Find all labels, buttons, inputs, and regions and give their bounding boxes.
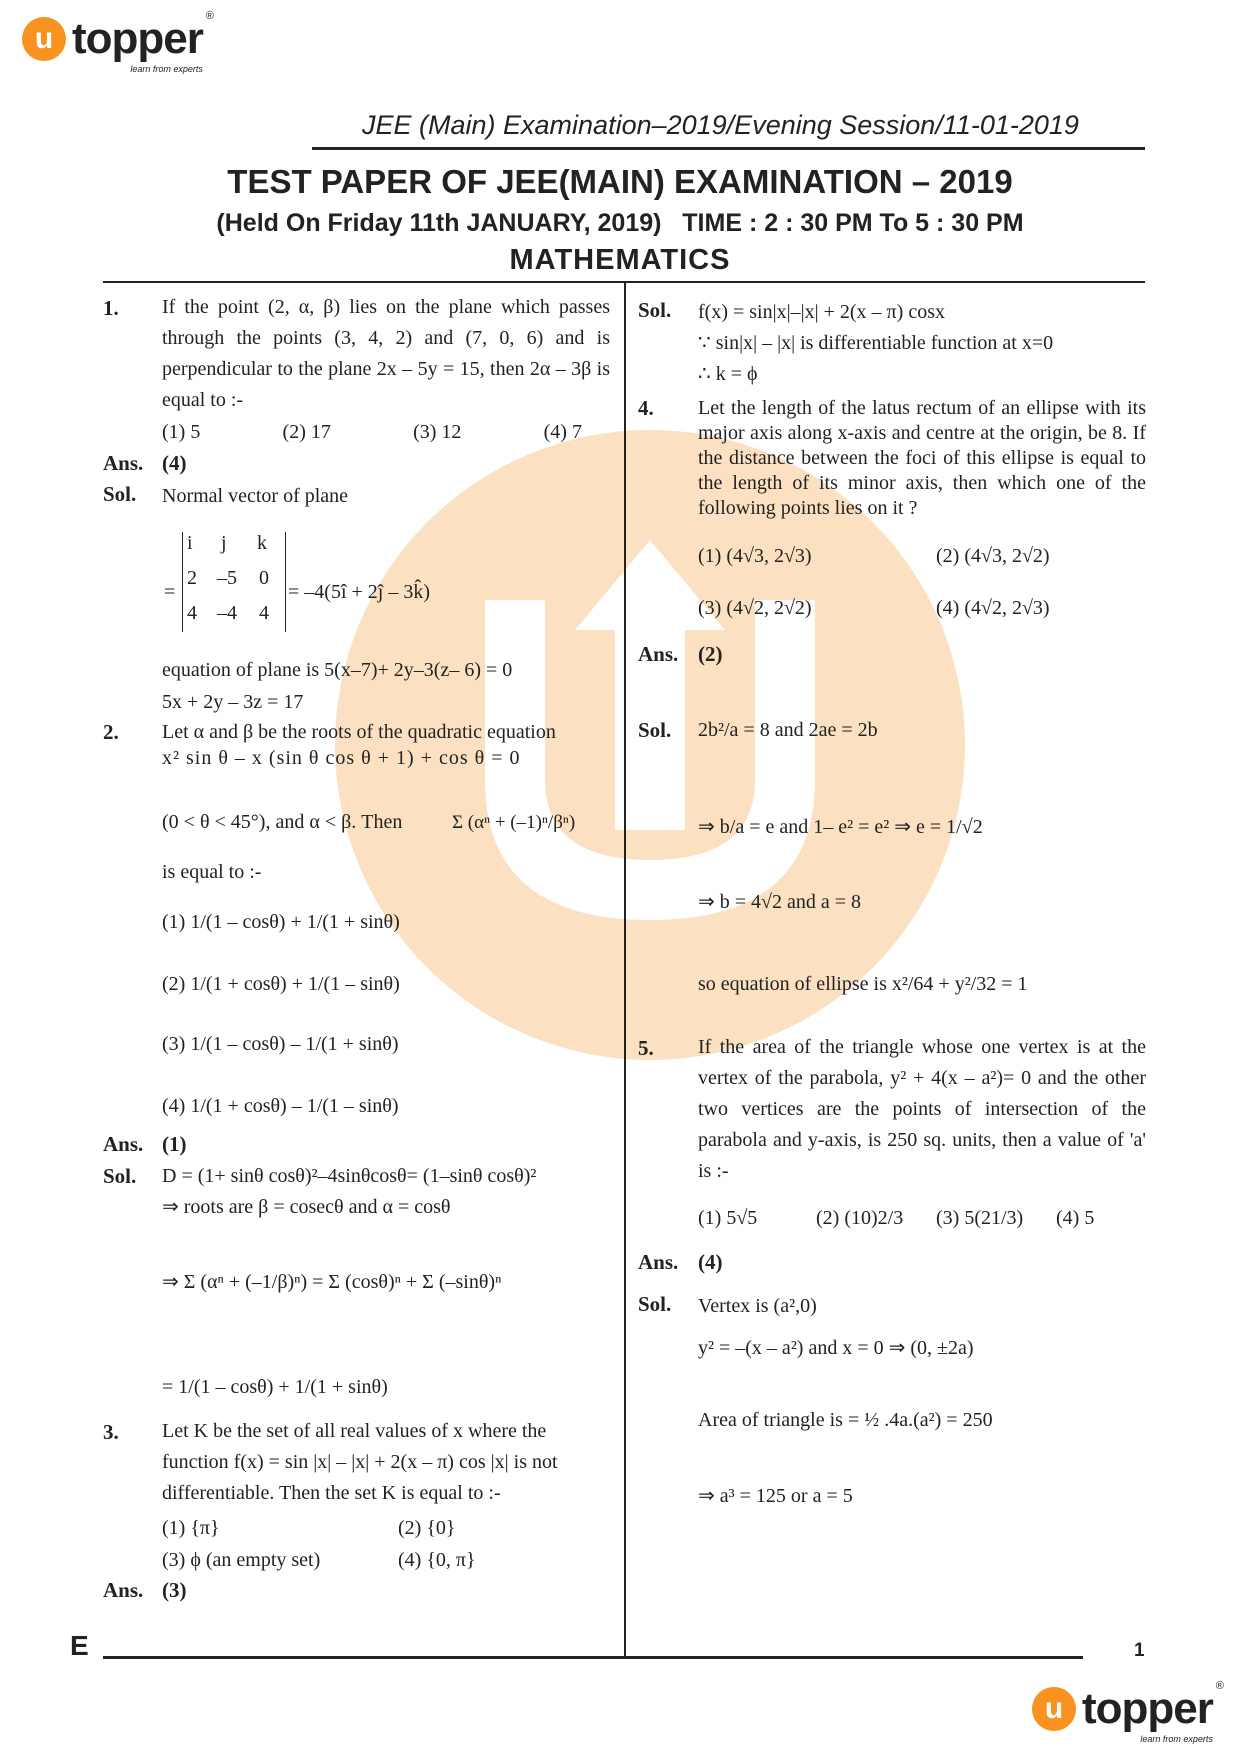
footer-brand-tagline: learn from experts bbox=[1140, 1734, 1213, 1744]
session-underline bbox=[312, 147, 1145, 150]
det-cell: 4 bbox=[187, 602, 197, 624]
brand-reg: ® bbox=[205, 10, 213, 22]
q4-sol-label: Sol. bbox=[638, 718, 672, 742]
q5-option-2: (2) (10)2/3 bbox=[816, 1207, 904, 1229]
footer-brand-logo-icon: u bbox=[1032, 1687, 1076, 1731]
q4-sol1: 2b²/a = 8 and 2ae = 2b bbox=[698, 719, 878, 741]
q2-sol4: = 1/(1 – cosθ) + 1/(1 + sinθ) bbox=[162, 1376, 388, 1398]
q3-option-2: (2) {0} bbox=[398, 1517, 456, 1539]
q5-option-3: (3) 5(21/3) bbox=[936, 1207, 1024, 1229]
det-cell: –5 bbox=[217, 567, 237, 589]
q2-text4: is equal to :- bbox=[162, 861, 262, 883]
q3-option-1: (1) {π} bbox=[162, 1517, 220, 1539]
q2-option-1: (1) 1/(1 – cosθ) + 1/(1 + sinθ) bbox=[162, 911, 400, 933]
det-cell: 4 bbox=[259, 602, 269, 624]
held-line: (Held On Friday 11th JANUARY, 2019) TIME : 2 : 30 PM To 5 : 30 PM bbox=[216, 209, 1024, 237]
footer-rule bbox=[103, 1656, 1083, 1659]
q2-option-3: (3) 1/(1 – cosθ) – 1/(1 + sinθ) bbox=[162, 1033, 399, 1055]
q3-text: Let K be the set of all real values of x where the function f(x) = sin |x| – |x| + 2(x – π) cos |x| is not differentiable. Then the set K is equal to :- bbox=[162, 1420, 558, 1504]
q4-option-4: (4) (4√2, 2√3) bbox=[936, 597, 1050, 619]
q1-options bbox=[162, 420, 582, 445]
q2-text1: Let α and β be the roots of the quadratic equation bbox=[162, 721, 556, 743]
q3-sol3: ∴ k = ϕ bbox=[698, 363, 758, 385]
q1-sol-line3: 5x + 2y – 3z = 17 bbox=[162, 691, 304, 713]
q3-option-3: (3) ϕ (an empty set) bbox=[162, 1549, 321, 1571]
det-cell: –4 bbox=[217, 602, 237, 624]
q1-ans-label: Ans. bbox=[103, 451, 144, 475]
footer-brand-logo bbox=[1032, 1680, 1223, 1744]
q5-sol1: Vertex is (a²,0) bbox=[698, 1295, 817, 1317]
q5-number: 5. bbox=[638, 1036, 654, 1060]
q5-sol-label: Sol. bbox=[638, 1292, 672, 1316]
q2-option-2: (2) 1/(1 + cosθ) + 1/(1 – sinθ) bbox=[162, 973, 400, 995]
q5-option-4: (4) 5 bbox=[1056, 1207, 1095, 1229]
q1-number: 1. bbox=[103, 296, 119, 320]
session-line: JEE (Main) Examination–2019/Evening Session/11-01-2019 bbox=[362, 110, 1079, 140]
footer-brand-reg: ® bbox=[1215, 1680, 1223, 1692]
q3-option-4: (4) {0, π} bbox=[398, 1549, 476, 1571]
det-cell: 0 bbox=[259, 567, 269, 589]
q4-sol3: ⇒ b = 4√2 and a = 8 bbox=[698, 891, 862, 913]
q3-answer: (3) bbox=[162, 1578, 187, 1602]
det-cell: k bbox=[257, 532, 267, 554]
q4-ans-label: Ans. bbox=[638, 642, 679, 666]
q1-option-4: (4) 7 bbox=[543, 421, 582, 443]
det-cell: j bbox=[221, 532, 227, 554]
q2-series: Σ (αⁿ + (–1)ⁿ/βⁿ) bbox=[452, 812, 576, 833]
q2-sol3: ⇒ Σ (αⁿ + (–1/β)ⁿ) = Σ (cosθ)ⁿ + Σ (–sinθ)ⁿ bbox=[162, 1271, 502, 1293]
q4-option-2: (2) (4√3, 2√2) bbox=[936, 545, 1050, 567]
q1-answer: (4) bbox=[162, 451, 187, 475]
q2-option-4: (4) 1/(1 + cosθ) – 1/(1 – sinθ) bbox=[162, 1095, 399, 1117]
footer-letter: E bbox=[70, 1630, 89, 1661]
q2-ans-label: Ans. bbox=[103, 1132, 144, 1156]
q5-answer: (4) bbox=[698, 1250, 723, 1274]
q3-sol-label: Sol. bbox=[638, 298, 672, 322]
q4-sol2: ⇒ b/a = e and 1– e² = e² ⇒ e = 1/√2 bbox=[698, 816, 983, 838]
watermark-u-icon bbox=[335, 430, 965, 1060]
q1-sol-label: Sol. bbox=[103, 482, 137, 506]
q2-sol2: ⇒ roots are β = cosecθ and α = cosθ bbox=[162, 1196, 451, 1218]
q2-number: 2. bbox=[103, 720, 119, 744]
det-result: = –4(5î + 2ĵ – 3k̂) bbox=[288, 581, 430, 603]
q5-option-1: (1) 5√5 bbox=[698, 1207, 758, 1229]
q1-option-3: (3) 12 bbox=[413, 421, 462, 443]
det-equals: = bbox=[164, 581, 176, 603]
page-number: 1 bbox=[1134, 1640, 1145, 1661]
det-cell: 2 bbox=[187, 567, 197, 589]
q1-sol-intro: Normal vector of plane bbox=[162, 485, 349, 507]
q1-text: If the point (2, α, β) lies on the plane which passes through the points (3, 4, 2) and (7, 0, 6) and is perpendicular to the plane 2x – 5y = 15, then 2α – 3β is equal to :- bbox=[162, 296, 610, 411]
q4-option-1: (1) (4√3, 2√3) bbox=[698, 545, 812, 567]
q5-text: If the area of the triangle whose one vertex is at the vertex of the parabola, y² + 4(x – a²)= 0 and the other two vertices are the points of intersection of the parabola and y-axis, is 250 sq. units, then a value of 'a' is :- bbox=[698, 1036, 1146, 1182]
q1-option-1: (1) 5 bbox=[162, 421, 201, 443]
determinant bbox=[182, 532, 286, 632]
q1-sol-line2: equation of plane is 5(x–7)+ 2y–3(z– 6) = 0 bbox=[162, 659, 513, 681]
q4-number: 4. bbox=[638, 396, 654, 420]
q4-answer: (2) bbox=[698, 642, 723, 666]
q4-text: Let the length of the latus rectum of an ellipse with its major axis along x-axis and centre at the origin, be 8. If the distance between the foci of this ellipse is equal to the length of its minor axis, then which one of the following points lies on it ? bbox=[698, 397, 1146, 519]
watermark-logo bbox=[335, 430, 965, 1060]
q2-sol-label: Sol. bbox=[103, 1164, 137, 1188]
page-title: TEST PAPER OF JEE(MAIN) EXAMINATION – 2019 bbox=[227, 163, 1013, 200]
q3-ans-label: Ans. bbox=[103, 1578, 144, 1602]
brand-name: topper bbox=[72, 14, 203, 63]
subject-title: MATHEMATICS bbox=[509, 244, 731, 276]
q3-sol1: f(x) = sin|x|–|x| + 2(x – π) cosx bbox=[698, 301, 945, 323]
brand-logo-icon: u bbox=[22, 17, 66, 61]
det-cell: i bbox=[187, 532, 193, 554]
q3-sol2: ∵ sin|x| – |x| is differentiable function at x=0 bbox=[698, 332, 1054, 354]
q5-sol2: y² = –(x – a²) and x = 0 ⇒ (0, ±2a) bbox=[698, 1337, 974, 1359]
q2-answer: (1) bbox=[162, 1132, 187, 1156]
brand-tagline: learn from experts bbox=[130, 64, 203, 74]
column-divider bbox=[624, 283, 626, 1656]
q2-sol1: D = (1+ sinθ cosθ)²–4sinθcosθ= (1–sinθ cosθ)² bbox=[162, 1165, 537, 1187]
q2-text3: (0 < θ < 45°), and α < β. Then bbox=[162, 811, 403, 833]
q4-sol4: so equation of ellipse is x²/64 + y²/32 = 1 bbox=[698, 973, 1028, 995]
q4-option-3: (3) (4√2, 2√2) bbox=[698, 597, 812, 619]
q5-sol3: Area of triangle is = ½ .4a.(a²) = 250 bbox=[698, 1409, 993, 1431]
q1-option-2: (2) 17 bbox=[282, 421, 331, 443]
q5-ans-label: Ans. bbox=[638, 1250, 679, 1274]
brand-logo bbox=[22, 10, 213, 74]
q3-number: 3. bbox=[103, 1420, 119, 1444]
q2-text2: x² sin θ – x (sin θ cos θ + 1) + cos θ = 0 bbox=[162, 747, 521, 769]
q5-sol4: ⇒ a³ = 125 or a = 5 bbox=[698, 1485, 853, 1507]
footer-brand-name: topper bbox=[1082, 1684, 1213, 1733]
